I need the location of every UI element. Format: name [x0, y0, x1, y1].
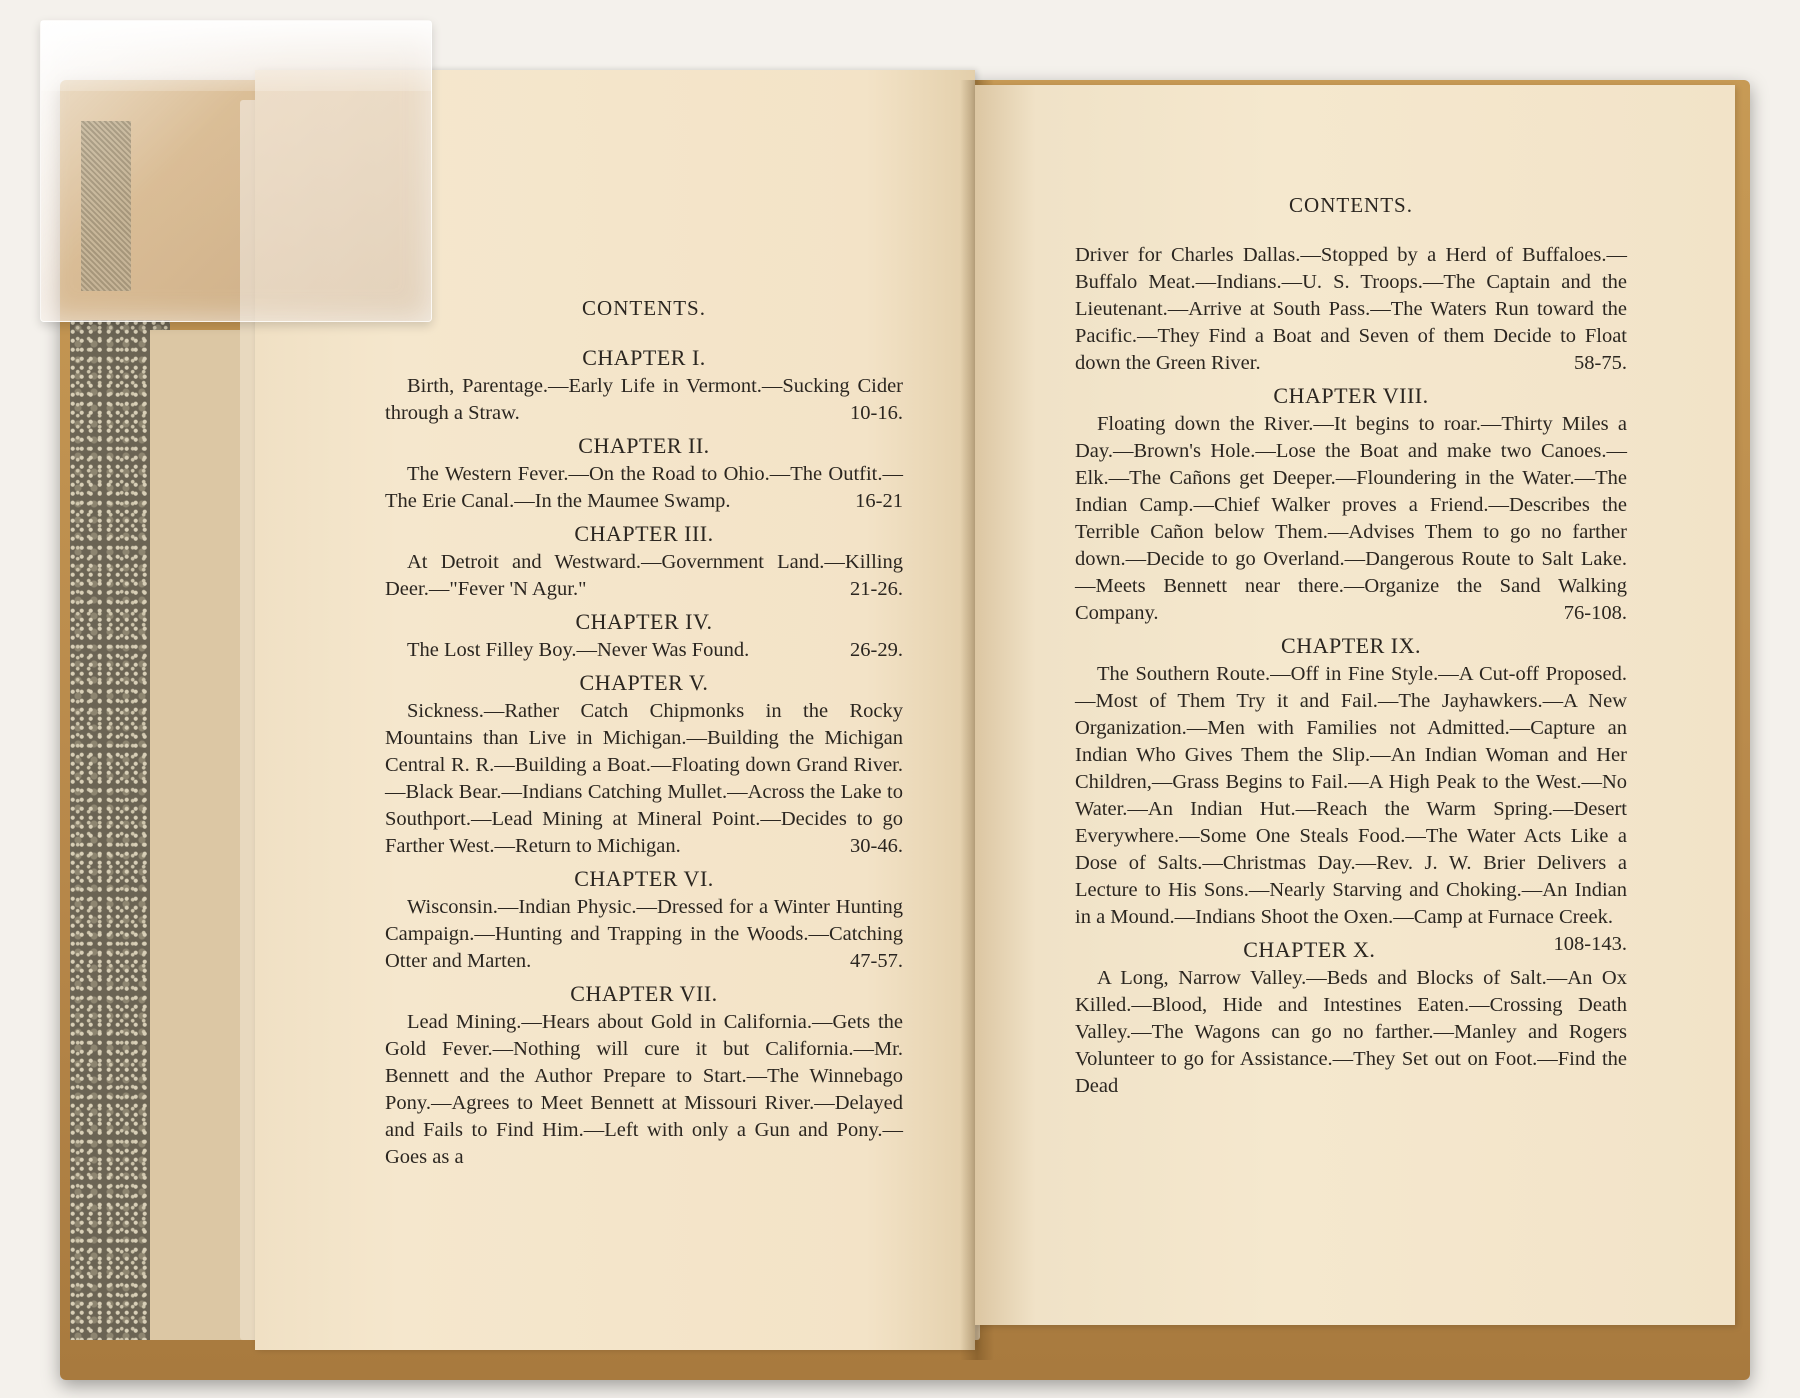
right-page — [975, 85, 1735, 1325]
chapter-summary — [385, 1009, 903, 1171]
chapter-page-range: 26-29. — [850, 639, 903, 661]
left-running-head: CONTENTS. — [582, 296, 706, 320]
chapter-page-range: 47-57. — [850, 950, 903, 972]
chapter-summary — [385, 373, 903, 427]
chapter-summary-text: The Southern Route.—Off in Fine Style.—A Cut-off Proposed.—Most of Them Try it and Fail.—The Jayhawkers.—A New Organization.—Men with Families not Admitted.—Capture an Indian Who Gives Them the Slip.—An Indian Woman and Her Children,—Grass Begins to Fail.—A High Peak to the West.—No Water.—An Indian Hut.—Reach the Warm Spring.—Desert Everywhere.—Some One Steals Food.—The Water Acts Like a Dose of Salts.—Christmas Day.—Rev. J. W. Brier Delivers a Lecture to His Sons.—Nearly Starving and Choking.—An Indian in a Mound.—Indians Shoot the Oxen.—Camp at Furnace Creek. — [1075, 663, 1627, 928]
chapter-heading: CHAPTER IX. — [1281, 633, 1421, 658]
chapter-page-range: 76-108. — [1563, 602, 1627, 624]
chapter-summary-text: At Detroit and Westward.—Government Land.—Killing Deer.—"Fever 'N Agur." — [385, 551, 903, 600]
left-chapter-list — [385, 345, 903, 1171]
continued-entry-pages: 58-75. — [1574, 352, 1627, 374]
chapter-heading: CHAPTER I. — [582, 345, 706, 370]
chapter-summary-text: Sickness.—Rather Catch Chipmonks in the Rocky Mountains than Live in Michigan.—Building the Michigan Central R. R.—Building a Boat.—Floating down Grand River.—Black Bear.—Indians Catching Mullet.—Across the Lake to Southport.—Lead Mining at Mineral Point.—Decides to go Farther West.—Return to Michigan. — [385, 700, 903, 857]
chapter-summary-text: Lead Mining.—Hears about Gold in California.—Gets the Gold Fever.—Nothing will cure it but California.—Mr. Bennett and the Author Prepare to Start.—The Winnebago Pony.—Agrees to Meet Bennett at Missouri River.—Delayed and Fails to Find Him.—Left with only a Gun and Pony.—Goes as a — [385, 1011, 903, 1168]
acrylic-page-weight — [40, 20, 432, 322]
chapter-summary — [385, 698, 903, 860]
chapter-heading: CHAPTER II. — [578, 433, 710, 458]
right-chapter-list — [1075, 383, 1627, 1100]
chapter-summary — [1075, 411, 1627, 627]
chapter-heading: CHAPTER VI. — [574, 866, 714, 891]
chapter-page-range: 10-16. — [850, 402, 903, 424]
right-running-head: CONTENTS. — [1289, 193, 1413, 217]
chapter-summary — [385, 461, 903, 515]
chapter-summary-text: Birth, Parentage.—Early Life in Vermont.—Sucking Cider through a Straw. — [385, 375, 903, 424]
chapter-summary — [385, 549, 903, 603]
chapter-summary-text: The Lost Filley Boy.—Never Was Found. — [407, 639, 750, 661]
chapter-summary — [385, 894, 903, 975]
chapter-heading: CHAPTER V. — [579, 670, 709, 695]
chapter-heading: CHAPTER X. — [1243, 937, 1376, 962]
chapter-page-range: 21-26. — [850, 578, 903, 600]
chapter-summary-text: The Western Fever.—On the Road to Ohio.—The Outfit.—The Erie Canal.—In the Maumee Swamp. — [385, 463, 903, 512]
chapter-summary-text: A Long, Narrow Valley.—Beds and Blocks of Salt.—An Ox Killed.—Blood, Hide and Intestines Eaten.—Crossing Death Valley.—The Wagons can go no farther.—Manley and Rogers Volunteer to go for Assistance.—They Set out on Foot.—Find the Dead — [1075, 967, 1627, 1097]
chapter-summary-text: Wisconsin.—Indian Physic.—Dressed for a Winter Hunting Campaign.—Hunting and Trapping in the Woods.—Catching Otter and Marten. — [385, 896, 903, 972]
chapter-summary-text: Floating down the River.—It begins to roar.—Thirty Miles a Day.—Brown's Hole.—Lose the Boat and make two Canoes.—Elk.—The Cañons get Deeper.—Floundering in the Water.—The Indian Camp.—Chief Walker proves a Friend.—Describes the Terrible Cañon below Them.—Advises Them to go no farther down.—Decide to go Overland.—Dangerous Route to Salt Lake.—Meets Bennett near there.—Organize the Sand Walking Company. — [1075, 413, 1627, 624]
continued-entry-text: Driver for Charles Dallas.—Stopped by a Herd of Buffaloes.—Buffalo Meat.—Indians.—U. S. Troops.—The Captain and the Lieutenant.—Arrive at South Pass.—The Waters Run toward the Pacific.—They Find a Boat and Seven of them Decide to Float down the Green River. — [1075, 244, 1627, 374]
chapter-page-range: 30-46. — [850, 835, 903, 857]
chapter-summary — [1075, 965, 1627, 1100]
chapter-page-range: 108-143. — [1553, 933, 1627, 955]
chapter-heading: CHAPTER III. — [574, 521, 714, 546]
chapter-summary — [385, 637, 903, 664]
chapter-heading: CHAPTER VIII. — [1273, 383, 1429, 408]
chapter-heading: CHAPTER VII. — [570, 981, 718, 1006]
continued-entry — [1075, 242, 1627, 377]
chapter-heading: CHAPTER IV. — [575, 609, 713, 634]
chapter-page-range: 16-21 — [855, 490, 903, 512]
